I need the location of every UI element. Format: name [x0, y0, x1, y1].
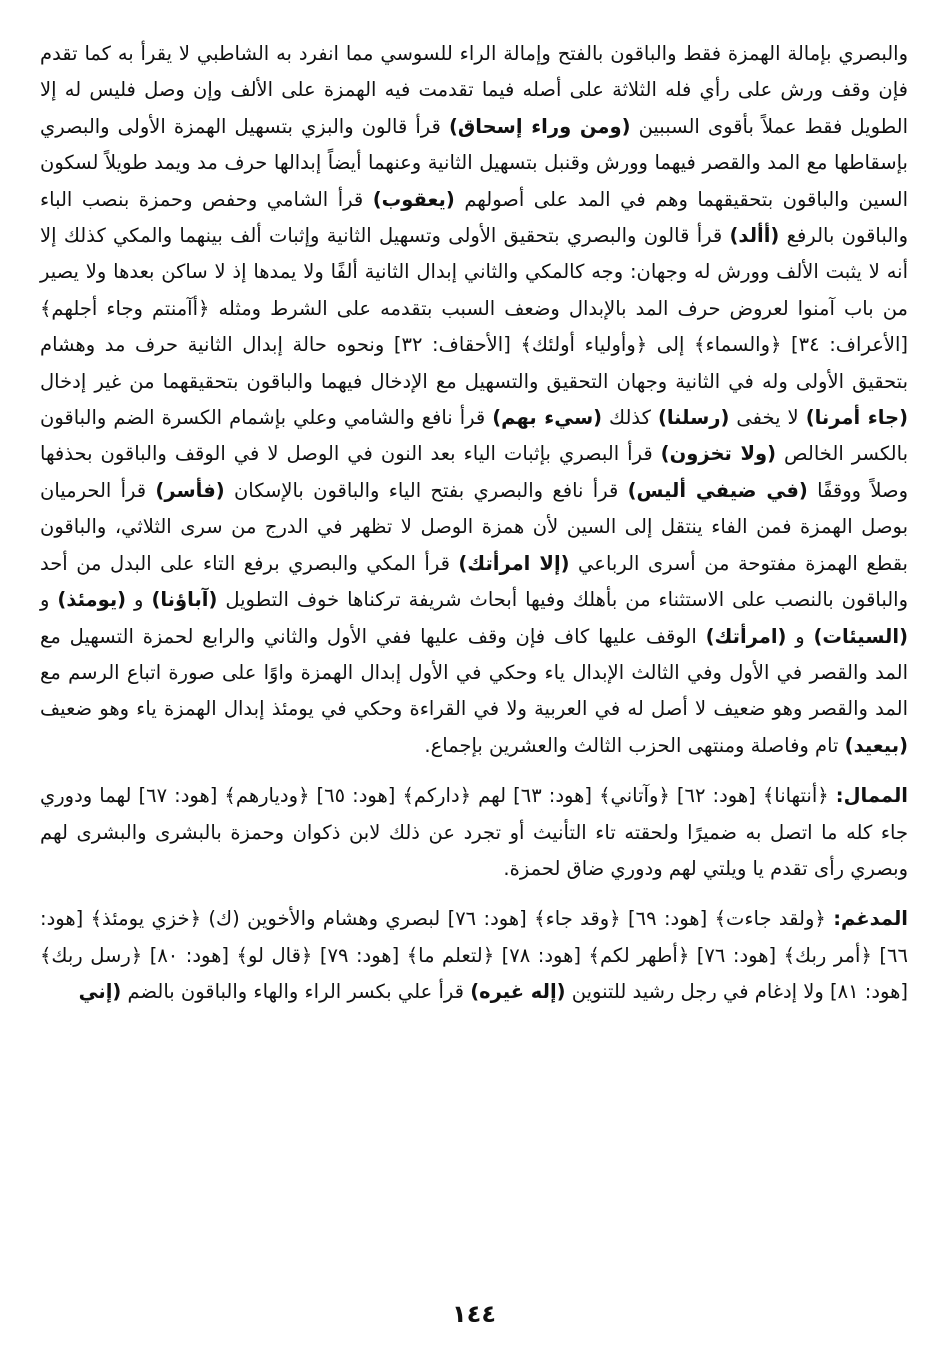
quranic-word: (إني [78, 980, 122, 1004]
text-segment: قرأ المكي والبصري برفع التاء على البدل من أحد والباقون بالنصب على الاستثناء من بأهلك وفيها أبحاث شريفة تركناها خوف التطويل [40, 551, 908, 612]
quranic-word: (جاء أمرنا) [805, 406, 908, 430]
quranic-word: (يومئذ) [57, 588, 127, 612]
quranic-word: (السيئات) [813, 624, 908, 648]
quranic-word: (رسلنا) [657, 406, 730, 430]
text-segment: و [786, 624, 814, 648]
mudgham-text: قرأ علي بكسر الراء والهاء والباقون بالضم [121, 980, 471, 1004]
quranic-word: (بيعيد) [844, 733, 908, 757]
text-segment: قرأ نافع والشامي وعلي بإشمام الكسرة الضم والباقون بالكسر الخالص [40, 406, 908, 466]
text-segment: والبصري بإمالة الهمزة فقط والباقون بالفتح وإمالة الراء للسوسي مما انفرد به الشاطبي لا يقرأ به كما تقدم فإن وقف ورش على رأي فله الثلاثة على أصله فيما تقدمت فيه الهمزة على الألف وإن وصل فليس له إلا الطويل فقط عملاً بأقوى السببين [40, 42, 908, 138]
text-segment: قرأ الحرميان بوصل الهمزة فمن الفاء ينتقل إلى السين لأن همزة الوصل لا تظهر في الدرج من سرى الثلاثي، والباقون بقطع الهمزة مفتوحة من أسرى الرباعي [40, 478, 908, 575]
text-segment: قرأ نافع والبصري بفتح الياء والباقون بالإسكان [224, 478, 628, 502]
mudgham-section [40, 901, 908, 1010]
quranic-word: (ولا تخزون) [660, 442, 777, 466]
text-segment: قرأ البصري بإثبات الياء بعد النون في الوصل لا في الوقف والباقون بحذفها وصلاً ووقفًا [40, 442, 909, 502]
text-segment: الوقف عليها كاف فإن وقف عليها ففي الأول والثاني والرابع لحمزة التسهيل مع المد والقصر في الأول وفي الثالث الإبدال ياء وحكي في الأول إبدال الهمزة واوًا على صورة اتباع الرسم مع المد والقصر وهو ضعيف لا أصل له في العربية ولا في القراءة وحكي في يومئذ إبدال الهمزة ياء وهو ضعيف [40, 624, 908, 721]
quranic-word: (فأسر) [155, 478, 225, 502]
quranic-word: (آباؤنا) [151, 588, 218, 612]
text-segment: كذلك [602, 406, 658, 430]
main-paragraph [40, 36, 908, 764]
text-segment: لا يخفى [729, 406, 806, 430]
mudgham-heading: المدغم: [833, 907, 908, 931]
mumal-section [40, 778, 908, 887]
quranic-word: (ومن وراء إسحاق) [448, 114, 631, 138]
quranic-word: (في ضيفي أليس) [627, 478, 808, 502]
quranic-word: (أألد) [729, 224, 780, 248]
quranic-word: (سيء بهم) [492, 406, 603, 430]
text-segment: تام وفاصلة ومنتهى الحزب الثالث والعشرين بإجماع. [424, 733, 845, 757]
page-number: ١٤٤ [452, 1300, 496, 1328]
quranic-word: (امرأتك) [705, 624, 787, 648]
mudgham-text: ﴿ولقد جاءت﴾ [هود: ٦٩] ﴿وقد جاء﴾ [هود: ٧٦] لبصري وهشام والأخوين (ك) ﴿خزي يومئذ﴾ [هود: ٦٦] ﴿أمر ربك﴾ [هود: ٧٦] ﴿أطهر لكم﴾ [هود: ٧٨] ﴿لتعلم ما﴾ [هود: ٧٩] ﴿قال لو﴾ [هود: ٨٠] ﴿رسل ربك﴾ [هود: ٨١] ولا إدغام في رجل رشيد للتنوين [40, 907, 908, 1004]
mumal-heading: الممال: [835, 784, 908, 808]
text-segment: قرأ الشامي وحفص وحمزة بنصب الباء والباقون بالرفع [40, 187, 909, 248]
text-segment: قرأ قالون والبصري بتحقيق الأولى وتسهيل الثانية وإثبات ألف بينهما والمكي كذلك إلا أنه لا يثبت الألف وورش له وجهان: وجه كالمكي والثاني إبدال الثانية ألفًا ولا يمدها إذ لا ساكن بعدها ولا يصير من باب آمنوا لعروض حرف المد بالإبدال وضعف السبب بتقدمه على الشرط ومثله ﴿أآمنتم وجاء أجلهم﴾ [الأعراف: ٣٤] ﴿والسماء﴾ إلى ﴿وأولياء أولئك﴾ [الأحقاف: ٣٢] ونحوه حالة إبدال الثانية حرف مد وهشام بتحقيق الأولى وله في الثانية وجهان التحقيق والتسهيل مع الإدخال فيهما والباقون بتحقيقهما من غير إدخال [40, 224, 908, 393]
text-segment: قرأ قالون والبزي بتسهيل الهمزة الأولى والبصري بإسقاطها مع المد والقصر فيهما وورش وقنبل بتسهيل الثانية وعنهما أيضاً إبدالها حرف مد ويمد طويلاً لسكون السين والباقون بتحقيقهما وهم في المد على أصولهم [40, 114, 908, 211]
quranic-word: (يعقوب) [372, 187, 455, 211]
quranic-word: (إلا امرأتك) [458, 551, 570, 575]
text-segment: و [40, 588, 58, 612]
quranic-word: (إله غيره) [470, 980, 566, 1004]
mumal-text: ﴿أنتهانا﴾ [هود: ٦٢] ﴿وآتاني﴾ [هود: ٦٣] لهم ﴿داركم﴾ [هود: ٦٥] ﴿وديارهم﴾ [هود: ٦٧] لهما ودوري جاء كله ما اتصل به ضميرًا ولحقته تاء التأنيث أو تجرد عن ذلك لابن ذكوان وحمزة بالبشرى والبشرى لهم وبصري رأى تقدم يا ويلتي لهم ودوري ضاق لحمزة. [40, 784, 908, 880]
text-segment: و [126, 588, 152, 612]
page-body [40, 36, 908, 1011]
